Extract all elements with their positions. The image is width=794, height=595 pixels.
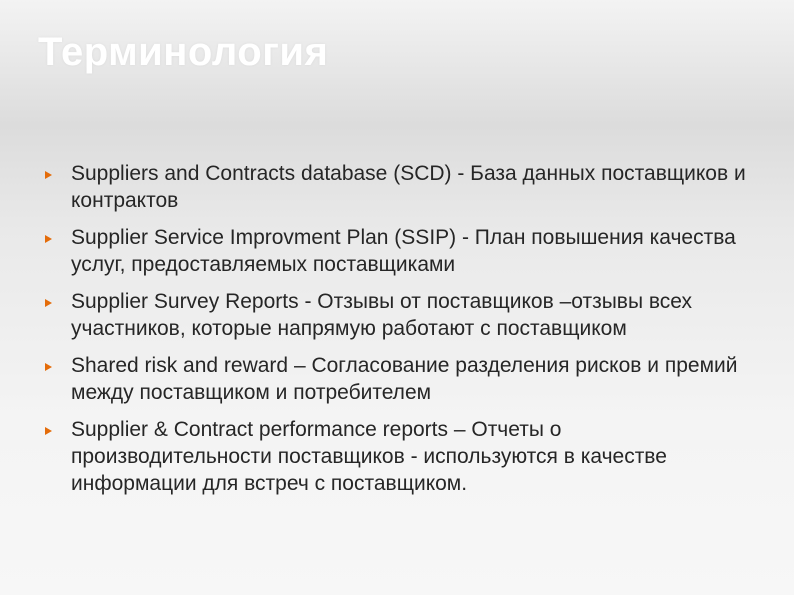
bullet-text: Shared risk and reward – Согласование разделения рисков и премий между поставщиком и потребителем — [71, 354, 738, 404]
bullet-item — [44, 352, 764, 406]
bullet-text: Suppliers and Contracts database (SCD) - База данных поставщиков и контрактов — [71, 162, 746, 212]
bullet-item — [44, 224, 764, 278]
bullet-arrow-icon — [45, 363, 52, 371]
bullet-arrow-icon — [45, 299, 52, 307]
bullet-item — [44, 416, 764, 497]
bullet-text: Supplier Survey Reports - Отзывы от поставщиков –отзывы всех участников, которые напрямую работают с поставщиком — [71, 290, 693, 340]
bullet-text: Supplier Service Improvment Plan (SSIP) - План повышения качества услуг, предоставляемых поставщиками — [71, 226, 736, 276]
bullet-arrow-icon — [45, 235, 52, 243]
bullet-item — [44, 160, 764, 214]
slide-title: Терминология — [38, 30, 329, 74]
bullet-arrow-icon — [45, 427, 52, 435]
bullet-list — [44, 160, 764, 507]
bullet-item — [44, 288, 764, 342]
bullet-arrow-icon — [45, 171, 52, 179]
bullet-text: Supplier & Contract performance reports – Отчеты о производительности поставщиков - используются в качестве информации для встреч с поставщиком. — [71, 418, 667, 495]
